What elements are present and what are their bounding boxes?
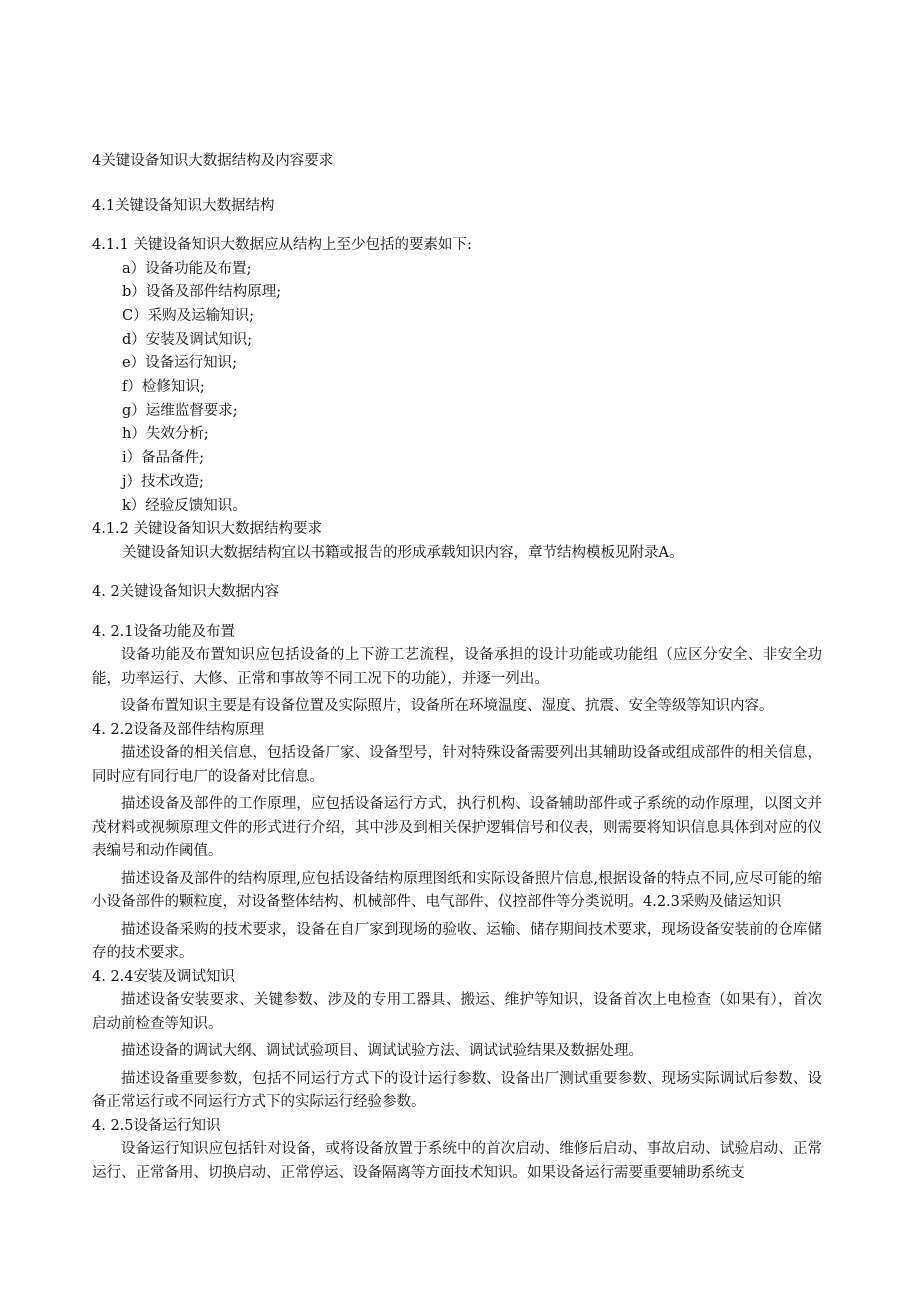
list-item: d）安装及调试知识; <box>122 331 253 348</box>
section-4-2-2-heading: 4. 2.2设备及部件结构原理 <box>92 721 265 738</box>
section-4-2-4-heading: 4. 2.4安装及调试知识 <box>92 968 236 985</box>
list-item: h）失效分析; <box>122 426 209 443</box>
document-page <box>92 150 822 1185</box>
element-list <box>92 258 822 519</box>
paragraph: 描述设备采购的技术要求，设备在自厂家到现场的验收、运输、储存期间技术要求，现场设备安装前的仓库储存的技术要求。 <box>92 921 822 962</box>
section-4-2-1-heading: 4. 2.1设备功能及布置 <box>92 623 236 640</box>
section-4-2-title: 4. 2关键设备知识大数据内容 <box>92 584 280 601</box>
paragraph: 设备运行知识应包括针对设备，或将设备放置于系统中的首次启动、维修后启动、事故启动、试验启动、正常运行、正常备用、切换启动、正常停运、设备隔离等方面技术知识。如果设备运行需要重要辅助系统支 <box>92 1141 822 1181</box>
paragraph: 描述设备及部件的结构原理,应包括设备结构原理图纸和实际设备照片信息,根据设备的特点不同,应尽可能的缩小设备部件的颗粒度，对设备整体结构、机械部件、电气部件、仪控部件等分类说明。4.2.3采购及储运知识 <box>92 870 822 911</box>
list-item: j）技术改造; <box>122 473 204 490</box>
list-item: i）备品备件; <box>122 450 205 467</box>
section-4-title: 4关键设备知识大数据结构及内容要求 <box>92 153 334 169</box>
paragraph: 设备布置知识主要是有设备位置及实际照片，设备所在环境温度、湿度、抗震、安全等级等知识内容。 <box>121 698 774 715</box>
list-item: k）经验反馈知识。 <box>122 497 247 514</box>
list-item: a）设备功能及布置; <box>122 260 252 277</box>
list-item: f）检修知识; <box>122 379 205 396</box>
paragraph: 描述设备安装要求、关键参数、涉及的专用工器具、搬运、维护等知识，设备首次上电检查（如果有），首次启动前检查等知识。 <box>92 992 822 1032</box>
section-4-1-1-heading: 4.1.1 关键设备知识大数据应从结构上至少包括的要素如下: <box>92 237 472 253</box>
section-4-2-5-heading: 4. 2.5设备运行知识 <box>92 1117 221 1134</box>
section-4-1-2-heading: 4.1.2 关键设备知识大数据结构要求 <box>92 521 323 538</box>
list-item: e）设备运行知识; <box>122 355 237 372</box>
paragraph: 描述设备及部件的工作原理，应包括设备运行方式，执行机构、设备辅助部件或子系统的动作原理，以图文并茂材料或视频原理文件的形式进行介绍，其中涉及到相关保护逻辑信号和仪表，则需要将知识信息具体到对应的仪表编号和动作阈值。 <box>92 796 822 860</box>
paragraph: 描述设备重要参数，包括不同运行方式下的设计运行参数、设备出厂测试重要参数、现场实际调试后参数、设备正常运行或不同运行方式下的实际运行经验参数。 <box>92 1070 822 1111</box>
paragraph: 描述设备的相关信息，包括设备厂家、设备型号，针对特殊设备需要列出其辅助设备或组成部件的相关信息，同时应有同行电厂的设备对比信息。 <box>92 745 822 785</box>
list-item: g）运维监督要求; <box>122 402 238 419</box>
list-item: C）采购及运输知识; <box>122 307 254 324</box>
section-4-1-title: 4.1关键设备知识大数据结构 <box>92 197 275 214</box>
section-4-1-2-text: 关键设备知识大数据结构宜以书籍或报告的形成承载知识内容，章节结构模板见附录A。 <box>122 544 684 561</box>
list-item: b）设备及部件结构原理; <box>122 284 282 301</box>
paragraph: 设备功能及布置知识应包括设备的上下游工艺流程，设备承担的设计功能或功能组（应区分安全、非安全功能，功率运行、大修、正常和事故等不同工况下的功能），并逐一列出。 <box>92 647 822 687</box>
paragraph: 描述设备的调试大纲、调试试验项目、调试试验方法、调试试验结果及数据处理。 <box>121 1043 643 1060</box>
